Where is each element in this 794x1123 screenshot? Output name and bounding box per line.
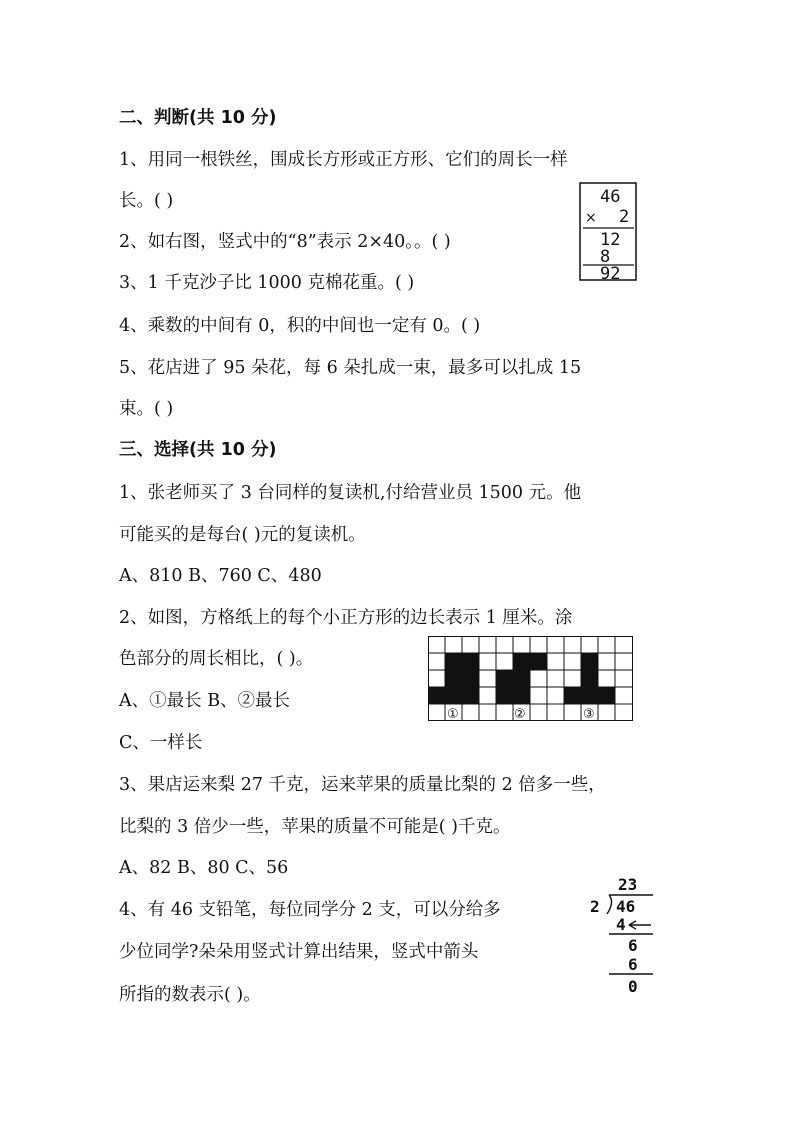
mult-partial2: 8 — [600, 247, 611, 267]
div-divisor: 2 — [590, 897, 600, 916]
choice-q3-line1: 3、果店运来梨 27 千克，运来苹果的质量比梨的 2 倍多一些， — [119, 775, 606, 795]
div-dividend: 46 — [616, 897, 636, 916]
choice-q1-line1: 1、张老师买了 3 台同样的复读机,付给营业员 1500 元。他 — [119, 483, 582, 503]
section-3-heading: 三、选择(共 10 分) — [119, 440, 277, 460]
judge-q4: 4、乘数的中间有 0，积的中间也一定有 0。( ) — [119, 316, 481, 336]
div-quotient: 23 — [618, 875, 638, 894]
judge-q5-line1: 5、花店进了 95 朵花，每 6 朵扎成一束，最多可以扎成 15 — [119, 358, 582, 378]
choice-q4-line1: 4、有 46 支铅笔，每位同学分 2 支，可以分给多 — [119, 900, 501, 920]
mult-times-sign: × — [585, 210, 597, 226]
judge-q1-line1: 1、用同一根铁丝，围成长方形或正方形、它们的周长一样 — [119, 150, 568, 170]
choice-q2-line2: 色部分的周长相比，( )。 — [119, 649, 314, 669]
mult-multiplier: 2 — [619, 207, 630, 227]
section-2-heading: 二、判断(共 10 分) — [119, 108, 277, 128]
division-figure — [585, 874, 667, 996]
choice-q1-options: A、810 B、760 C、480 — [119, 566, 322, 586]
choice-q3-options: A、82 B、80 C、56 — [119, 858, 289, 878]
choice-q2-line1: 2、如图，方格纸上的每个小正方形的边长表示 1 厘米。涂 — [119, 608, 573, 628]
div-step3: 6 — [628, 955, 638, 974]
grid-label-2: ② — [514, 707, 526, 722]
choice-q1-line2: 可能买的是每台( )元的复读机。 — [119, 525, 366, 545]
judge-q2: 2、如右图，竖式中的“8”表示 2×40。。( ) — [119, 232, 451, 252]
mult-partial1: 12 — [600, 230, 621, 250]
choice-q2-options-line2: C、一样长 — [119, 733, 203, 753]
choice-q2-options-line1: A、①最长 B、②最长 — [119, 691, 291, 711]
multiplication-figure — [578, 182, 640, 282]
div-remainder: 0 — [628, 977, 638, 996]
div-step2: 6 — [628, 936, 638, 955]
judge-q3: 3、1 千克沙子比 1000 克棉花重。( ) — [119, 273, 415, 293]
mult-top: 46 — [600, 187, 621, 207]
choice-q3-line2: 比梨的 3 倍少一些，苹果的质量不可能是( )千克。 — [119, 817, 511, 837]
grid-shaded-cells — [428, 653, 615, 704]
grid-figure — [428, 636, 634, 722]
choice-q4-line2: 少位同学?朵朵用竖式计算出结果，竖式中箭头 — [119, 942, 479, 962]
grid-label-1: ① — [447, 707, 459, 722]
judge-q5-line2: 束。( ) — [119, 399, 174, 419]
grid-label-3: ③ — [583, 707, 595, 722]
arrow-icon — [629, 921, 651, 929]
div-step1: 4 — [616, 915, 626, 934]
mult-result: 92 — [600, 264, 621, 282]
judge-q1-line2: 长。( ) — [119, 191, 174, 211]
choice-q4-line3: 所指的数表示( )。 — [119, 985, 261, 1005]
